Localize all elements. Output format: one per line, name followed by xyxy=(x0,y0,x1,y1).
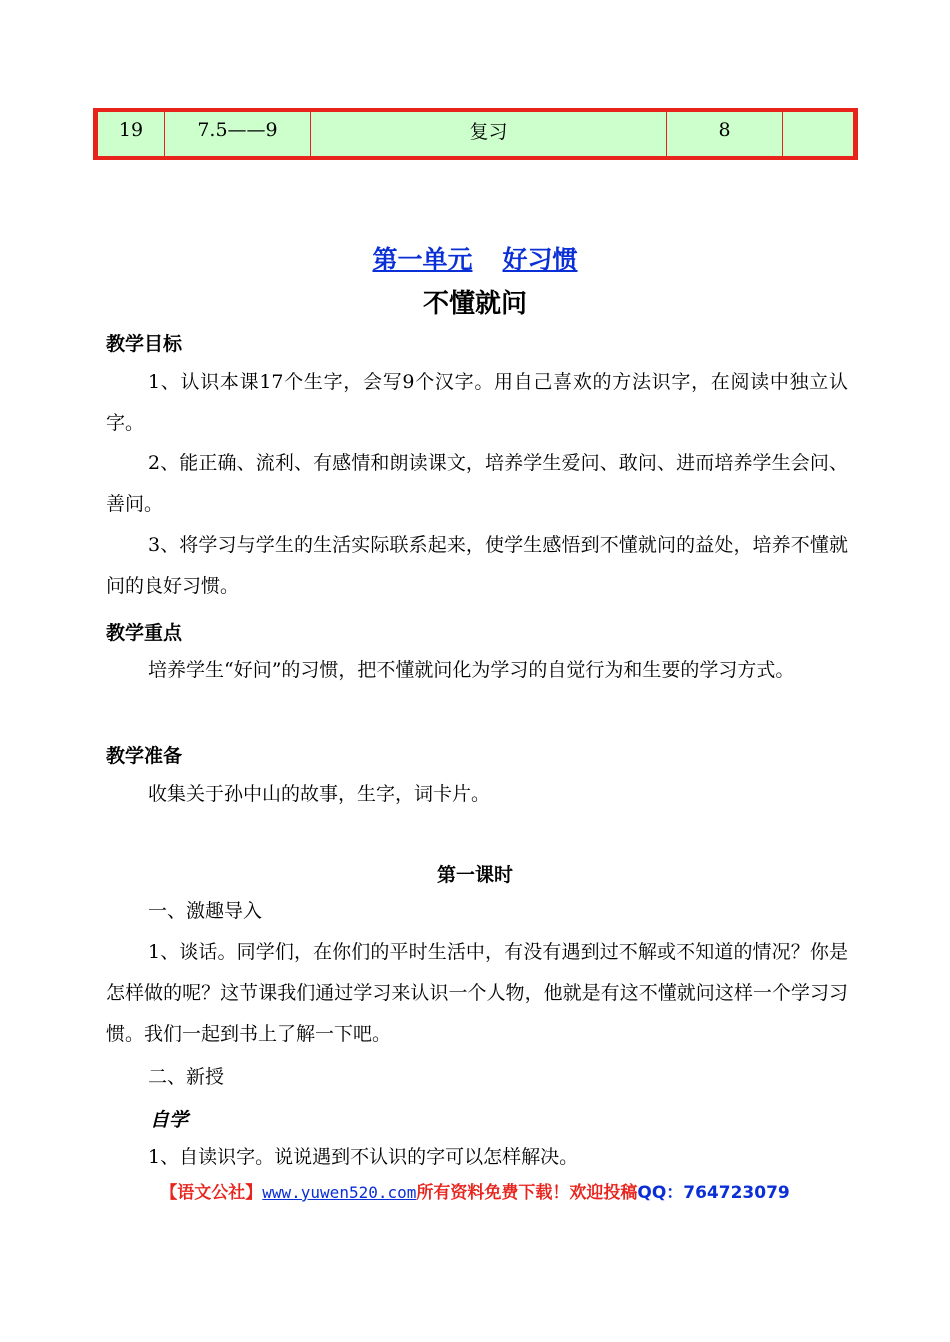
focus-heading: 教学重点 xyxy=(106,622,183,644)
goal-item-3: 3、将学习与学生的生活实际联系起来，使学生感悟到不懂就问的益处，培养不懂就问的良好习惯。 xyxy=(106,534,848,597)
table-cell-dates: 7.5——9 xyxy=(165,112,311,156)
unit-title xyxy=(0,240,950,276)
self-study-text: 1、自读识字。说说遇到不认识的字可以怎样解决。 xyxy=(148,1146,579,1168)
footer-banner xyxy=(0,1178,950,1203)
unit-title-link[interactable]: 第一单元 xyxy=(372,245,473,274)
prep-text: 收集关于孙中山的故事，生字，词卡片。 xyxy=(148,783,491,805)
table-cell-content: 复习 xyxy=(311,112,667,156)
period-title: 第一课时 xyxy=(436,864,513,886)
table-cell-notes xyxy=(783,112,853,156)
footer-qq: QQ：764723079 xyxy=(637,1183,790,1203)
footer-url-link[interactable]: www.yuwen520.com xyxy=(262,1183,417,1202)
unit-theme-link[interactable]: 好习惯 xyxy=(502,245,578,274)
table-cell-hours: 8 xyxy=(667,112,783,156)
prep-heading: 教学准备 xyxy=(106,745,183,767)
goal-item-1: 1、认识本课17个生字，会写9个汉字。用自己喜欢的方法识字，在阅读中独立认字。 xyxy=(106,371,848,434)
goal-item-2: 2、能正确、流利、有感情和朗读课文，培养学生爱问、敢问、进而培养学生会问、善问。 xyxy=(106,452,848,515)
table-cell-week: 19 xyxy=(98,112,165,156)
self-study-heading: 自学 xyxy=(150,1109,189,1131)
lesson-title: 不懂就问 xyxy=(422,289,527,319)
footer-message: 所有资料免费下载！欢迎投稿 xyxy=(416,1183,638,1203)
footer-brand: 【语文公社】 xyxy=(160,1183,263,1203)
focus-text: 培养学生“好问”的习惯，把不懂就问化为学习的自觉行为和生要的学习方式。 xyxy=(148,659,795,681)
schedule-table-row xyxy=(93,108,858,160)
step-1-heading: 一、激趣导入 xyxy=(148,900,263,922)
goals-heading: 教学目标 xyxy=(106,333,183,355)
step-1-text: 1、谈话。同学们，在你们的平时生活中，有没有遇到过不解或不知道的情况？你是怎样做的呢？这节课我们通过学习来认识一个人物，他就是有这不懂就问这样一个学习习惯。我们一起到书上了解一下吧。 xyxy=(106,941,848,1045)
step-2-heading: 二、新授 xyxy=(148,1066,225,1088)
